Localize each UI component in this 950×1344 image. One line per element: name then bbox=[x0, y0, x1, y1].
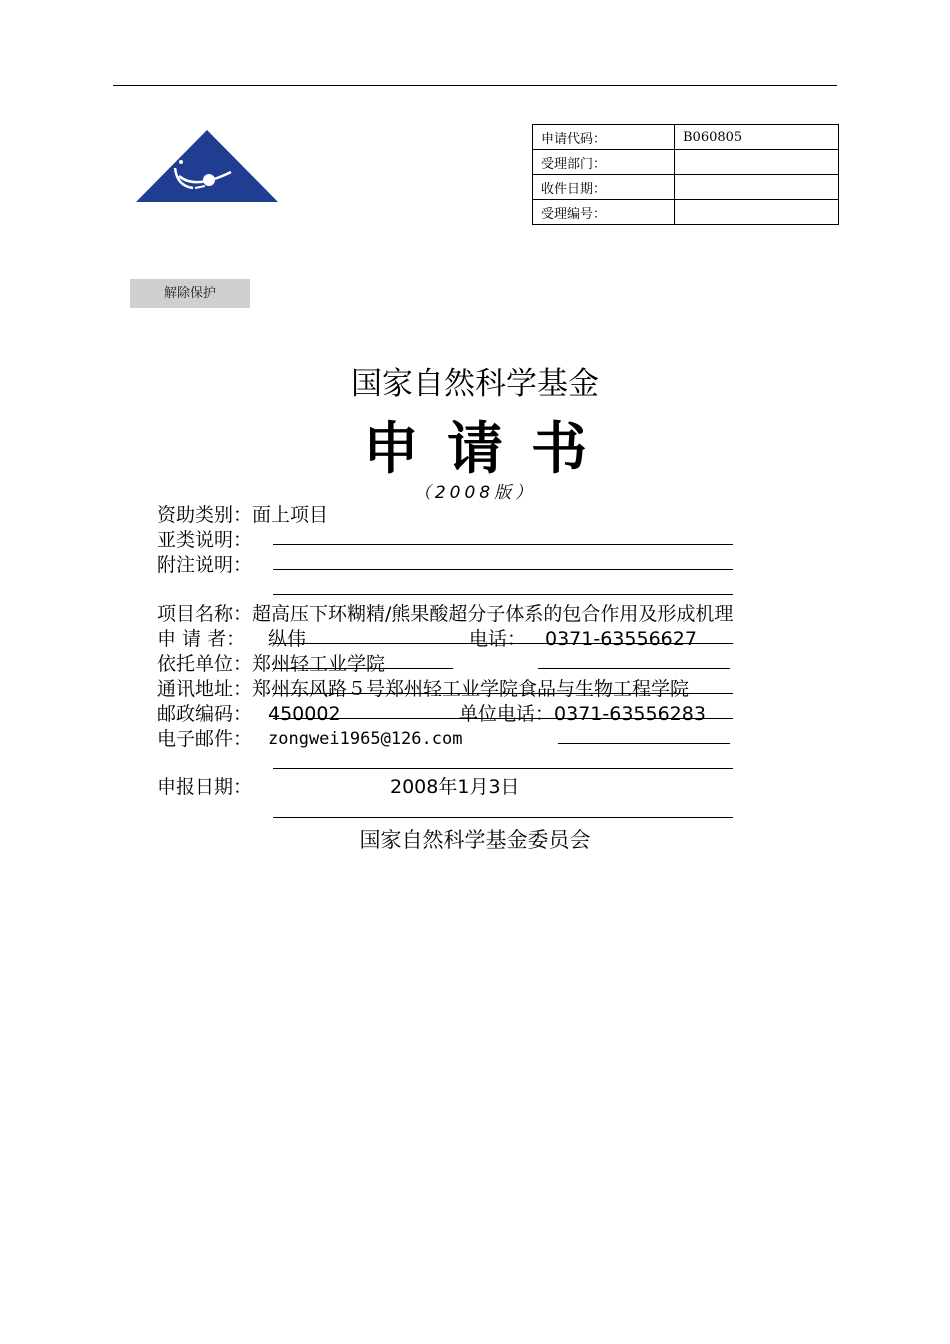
project-name-label: 项目名称： bbox=[157, 603, 253, 625]
applicant-value: 纵伟 bbox=[268, 628, 307, 650]
applicant-label: 申 请 者： bbox=[157, 628, 246, 650]
unit-phone-value: 0371-63556283 bbox=[554, 703, 706, 725]
nsfc-logo bbox=[135, 128, 280, 206]
edition: （2008版） bbox=[413, 483, 537, 503]
org-title: 国家自然科学基金 bbox=[351, 366, 599, 402]
email-underline-2 bbox=[273, 768, 733, 769]
email-value: zongwei1965@126.com bbox=[268, 729, 463, 749]
funding-type-label: 资助类别： bbox=[157, 504, 253, 526]
project-name-row bbox=[157, 602, 733, 626]
email-underline bbox=[558, 743, 730, 744]
date-label: 申报日期： bbox=[157, 776, 253, 798]
unprotect-button[interactable]: 解除保护 bbox=[130, 279, 250, 308]
table-row bbox=[533, 200, 839, 225]
postcode-label: 邮政编码： bbox=[157, 703, 253, 725]
institution-label: 依托单位： bbox=[157, 653, 253, 675]
funding-type-value: 面上项目 bbox=[252, 504, 329, 526]
institution-row bbox=[157, 652, 385, 676]
institution-value: 郑州轻工业学院 bbox=[252, 653, 386, 675]
table-row bbox=[533, 175, 839, 200]
subtype-underline bbox=[273, 544, 733, 545]
postcode-underline bbox=[273, 718, 733, 719]
doc-title: 申请书 bbox=[363, 417, 615, 482]
receipt-date-label: 收件日期： bbox=[533, 175, 675, 200]
address-label: 通讯地址： bbox=[157, 678, 253, 700]
postcode-value: 450002 bbox=[268, 703, 341, 725]
unit-phone-label: 单位电话： bbox=[459, 703, 555, 725]
subtype-label: 亚类说明： bbox=[157, 529, 253, 551]
institution-underline-2 bbox=[538, 668, 730, 669]
apply-code-label: 申请代码： bbox=[533, 125, 675, 150]
footer-org: 国家自然科学基金委员会 bbox=[359, 828, 591, 852]
receipt-number-value[interactable] bbox=[675, 200, 839, 225]
date-underline bbox=[273, 817, 733, 818]
table-row bbox=[533, 150, 839, 175]
applicant-underline bbox=[273, 643, 733, 644]
receipt-info-table bbox=[532, 124, 839, 225]
table-row bbox=[533, 125, 839, 150]
address-underline bbox=[273, 693, 733, 694]
unit-phone-row bbox=[459, 702, 706, 726]
note-label: 附注说明： bbox=[157, 554, 253, 576]
note-underline bbox=[273, 569, 733, 570]
note-underline-2 bbox=[273, 594, 733, 595]
funding-type-row bbox=[157, 503, 328, 527]
date-value: 2008年1月3日 bbox=[390, 776, 520, 798]
dept-label: 受理部门： bbox=[533, 150, 675, 175]
receipt-date-value[interactable] bbox=[675, 175, 839, 200]
phone-value: 0371-63556627 bbox=[545, 628, 697, 650]
top-rule bbox=[113, 85, 837, 86]
dept-value[interactable] bbox=[675, 150, 839, 175]
apply-code-value: B060805 bbox=[675, 125, 839, 150]
email-label: 电子邮件： bbox=[157, 728, 253, 750]
address-row bbox=[157, 677, 689, 701]
phone-label: 电话： bbox=[469, 628, 527, 650]
institution-underline bbox=[273, 668, 453, 669]
receipt-number-label: 受理编号： bbox=[533, 200, 675, 225]
address-value: 郑州东风路５号郑州轻工业学院食品与生物工程学院 bbox=[252, 678, 690, 700]
project-name-value: 超高压下环糊精/熊果酸超分子体系的包合作用及形成机理 bbox=[252, 603, 734, 625]
